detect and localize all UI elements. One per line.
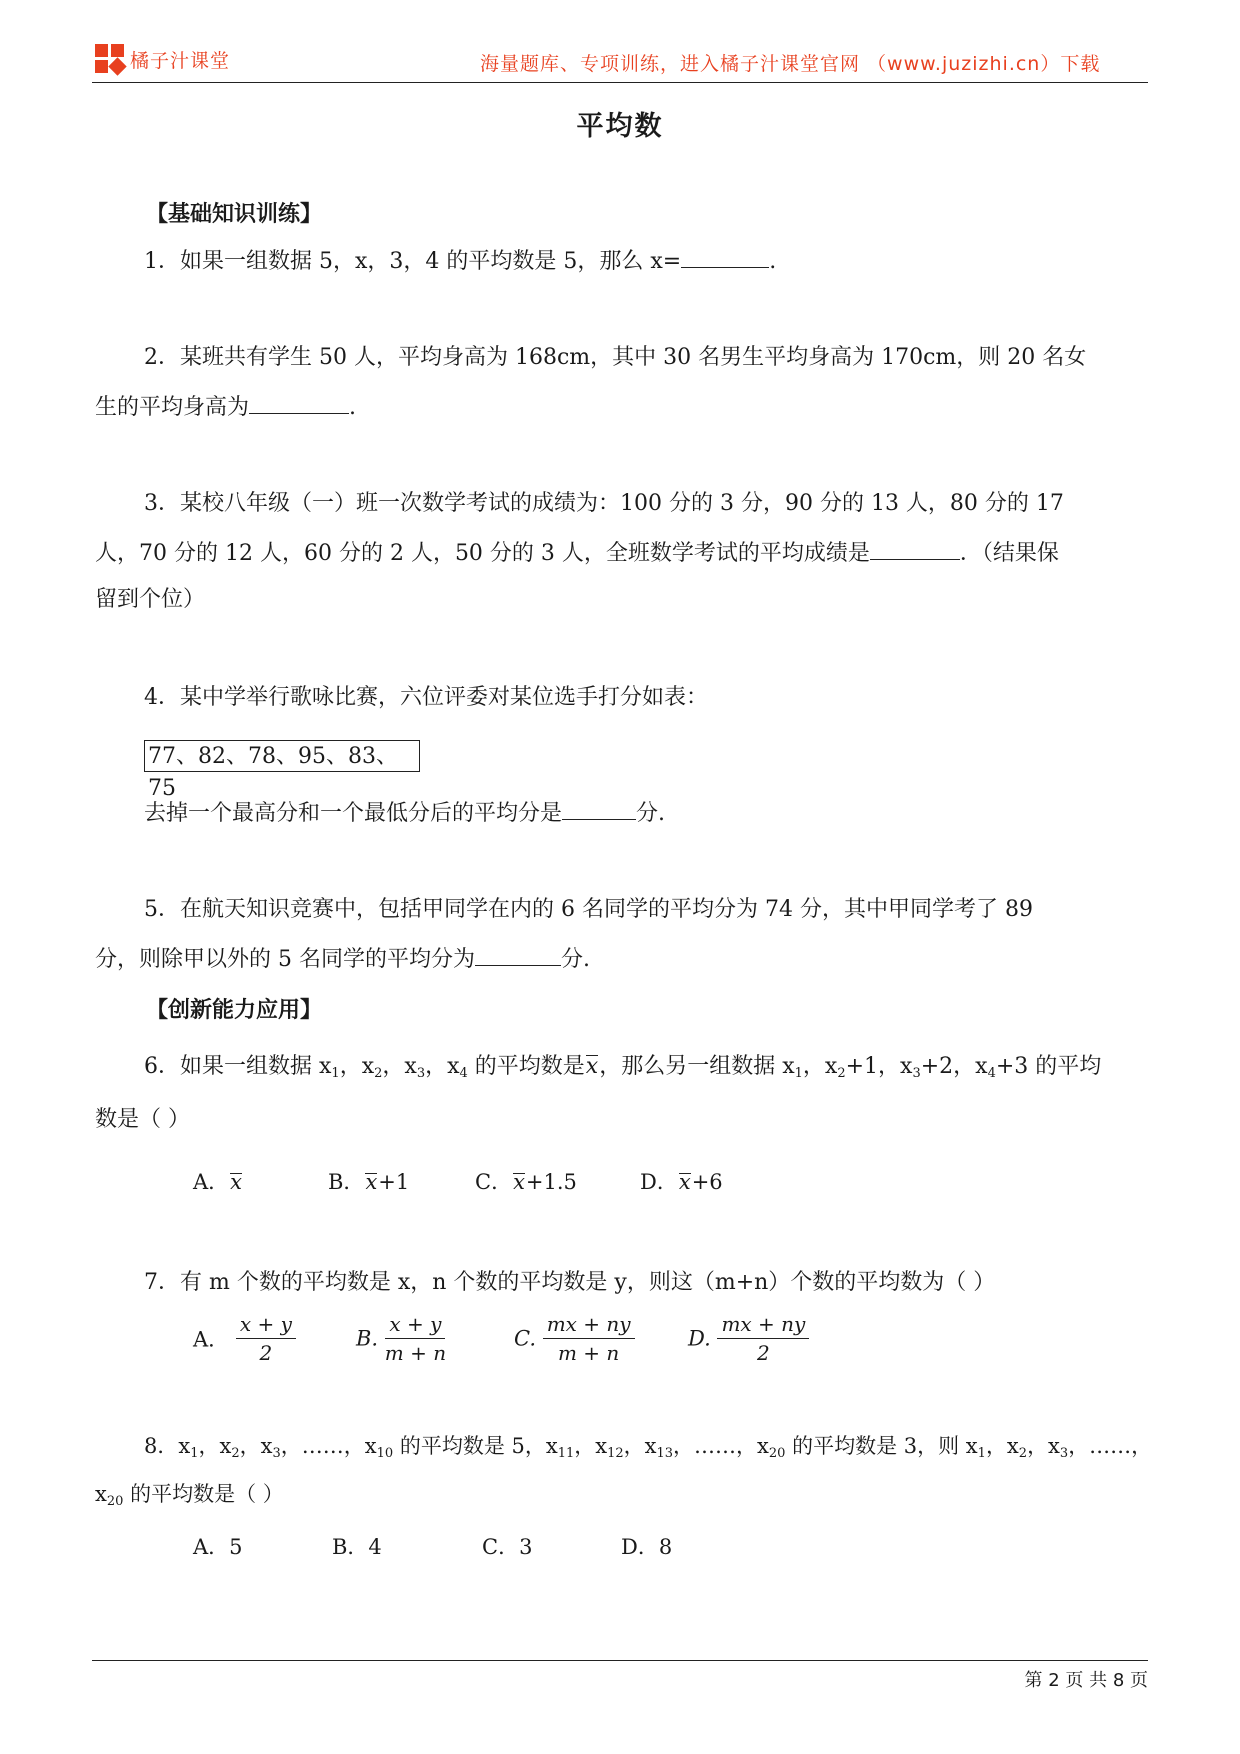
q7-option-d: D. $\frac{mx + ny}{2}$	[688, 1312, 809, 1365]
q8-option-d: D．8	[621, 1535, 673, 1559]
q8-option-b: B．4	[332, 1535, 382, 1559]
q6-option-d: D．x+6	[640, 1170, 723, 1194]
section-basic: 【基础知识训练】	[146, 201, 323, 227]
q8-option-c: C．3	[482, 1535, 533, 1559]
question-8-line1: 8．$x_1$，$x_2$，$x_3$，……，$x_{10}$ 的平均数是 5，$x_{11}$，$x_{12}$，$x_{13}$，……，$x_{20}$ 的平均数是 3，则 $x_1$，$x_2$，$x_3$，……，	[144, 1434, 1153, 1461]
answer-blank	[870, 537, 960, 560]
page-title: 平均数	[576, 111, 664, 142]
question-6-line1: 6．如果一组数据 $x_1$，$x_2$，$x_3$，$x_4$ 的平均数是x，那么另一组数据 $x_1$，$x_2+1$，$x_3+2$，$x_4+3$ 的平均	[144, 1054, 1102, 1081]
header-divider	[92, 82, 1148, 83]
q7-option-b: B. $\frac{x + y}{m + n}$	[356, 1312, 447, 1365]
answer-blank	[562, 797, 636, 820]
question-4-line1: 4．某中学举行歌咏比赛，六位评委对某位选手打分如表：	[144, 685, 708, 710]
question-6-line2: 数是（ ）	[95, 1107, 190, 1132]
footer-divider	[92, 1660, 1148, 1661]
question-3-line3: 留到个位）	[95, 587, 206, 612]
header-slogan: 海量题库、专项训练，进入橘子汁课堂官网 （www.juzizhi.cn）下载	[480, 53, 1101, 75]
q7-option-a: A． $\frac{x + y}{2}$	[193, 1312, 296, 1365]
question-5-line1: 5．在航天知识竞赛中，包括甲同学在内的 6 名同学的平均分为 74 分，其中甲同学考了 89	[144, 897, 1033, 922]
brand-name: 橘子汁课堂	[130, 50, 231, 72]
mean-symbol: x	[585, 1052, 599, 1082]
question-2-line1: 2．某班共有学生 50 人，平均身高为 168cm，其中 30 名男生平均身高为 170cm，则 20 名女	[144, 345, 1087, 370]
question-1: 1．如果一组数据 5，x，3，4 的平均数是 5，那么 x= .	[144, 245, 776, 277]
question-3-line1: 3．某校八年级（一）班一次数学考试的成绩为：100 分的 3 分，90 分的 13 人，80 分的 17	[144, 491, 1064, 516]
brand-logo	[95, 44, 125, 74]
q7-option-c: C. $\frac{mx + ny}{m + n}$	[514, 1312, 635, 1365]
q6-option-c: C．x+1.5	[475, 1170, 577, 1194]
answer-blank	[475, 943, 561, 966]
answer-blank	[681, 245, 769, 268]
question-5-line2: 分，则除甲以外的 5 名同学的平均分为 分.	[95, 943, 590, 975]
score-table: 77、82、78、95、83、75	[144, 740, 420, 772]
question-7: 7．有 m 个数的平均数是 x，n 个数的平均数是 y，则这（m+n）个数的平均数为（ ）	[144, 1270, 996, 1295]
page-number: 第 2 页 共 8 页	[1024, 1670, 1148, 1691]
answer-blank	[249, 391, 349, 414]
q6-option-a: A．x	[193, 1170, 243, 1194]
question-3-line2: 人，70 分的 12 人，60 分的 2 人，50 分的 3 人，全班数学考试的平均成绩是 ．（结果保	[95, 537, 1059, 569]
question-8-line2: $x_{20}$ 的平均数是（ ）	[95, 1482, 284, 1509]
question-2-line2: 生的平均身高为 .	[95, 391, 356, 423]
section-advanced: 【创新能力应用】	[146, 997, 323, 1023]
question-4-line2: 去掉一个最高分和一个最低分后的平均分是 分.	[144, 797, 665, 829]
q6-option-b: B．x+1	[328, 1170, 410, 1194]
q8-option-a: A．5	[193, 1535, 243, 1559]
